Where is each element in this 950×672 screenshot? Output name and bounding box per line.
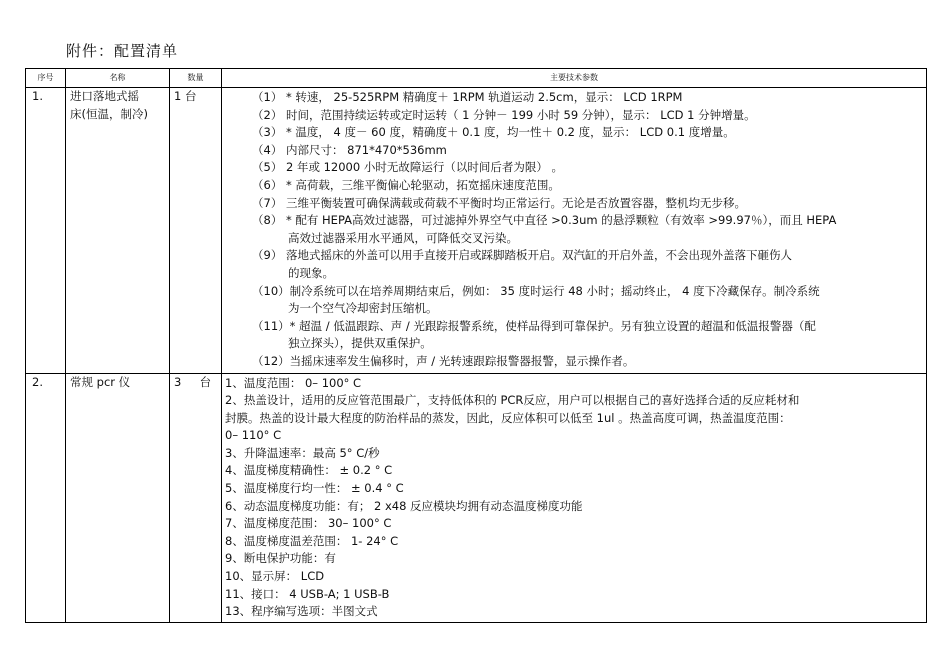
row-qty: 1 台 [170, 88, 222, 374]
row-name [66, 88, 170, 374]
config-table [25, 68, 927, 623]
spec-line: 高效过滤器采用水平通风，可降低交叉污染。 [288, 230, 518, 245]
spec-line: 11、接口： 4 USB-A; 1 USB-B [225, 586, 390, 601]
spec-line: 4、温度梯度精确性： ± 0.2 ° C [225, 463, 393, 478]
row-qty [170, 373, 222, 622]
spec-line: 为一个空气冷却密封压缩机。 [288, 301, 438, 316]
row-name [66, 373, 170, 622]
name-line: 床(恒温，制冷) [70, 106, 148, 121]
header-name: 名称 [66, 69, 170, 88]
spec-line: 3、升降温速率：最高 5° C/秒 [225, 445, 380, 460]
spec-line: （11）* 超温 / 低温跟踪、声 / 光跟踪报警系统，使样品得到可靠保护。另有独立设置的超温和低温报警器（配 [252, 318, 816, 333]
spec-line: （12）当摇床速率发生偏移时，声 / 光转速跟踪报警器报警，显示操作者。 [252, 353, 635, 368]
spec-line: （9） 落地式摇床的外盖可以用手直接开启或踩脚踏板开启。双汽缸的开启外盖，不会出现外盖落下砸伤人 [252, 248, 792, 263]
spec-line: 13、程序编写选项：半图文式 [225, 604, 378, 619]
row-spec [222, 88, 927, 374]
spec-line: 7、温度梯度范围： 30– 100° C [225, 516, 392, 531]
table-header-row [26, 69, 927, 88]
spec-line: 6、动态温度梯度功能：有； 2 x48 反应模块均拥有动态温度梯度功能 [225, 498, 583, 513]
spec-line: 封膜。热盖的设计最大程度的防治样品的蒸发，因此，反应体积可以低至 1ul 。热盖高度可调，热盖温度范围： [225, 410, 791, 425]
spec-line: 10、显示屏： LCD [225, 569, 325, 584]
spec-line: （10）制冷系统可以在培养周期结束后，例如： 35 度时运行 48 小时；摇动终止， 4 度下冷藏保存。制冷系统 [252, 283, 820, 298]
spec-line: （5） 2 年或 12000 小时无故障运行（以时间后者为限） 。 [252, 160, 563, 175]
header-qty: 数量 [170, 69, 222, 88]
spec-line: 1、温度范围： 0– 100° C [225, 375, 362, 390]
spec-line: （8） * 配有 HEPA高效过滤器，可过滤掉外界空气中直径 >0.3um 的悬浮颗粒（有效率 >99.97％），而且 HEPA [252, 213, 837, 228]
spec-line: 2、热盖设计，适用的反应管范围最广，支持低体积的 PCR反应，用户可以根据自己的喜好选择合适的反应耗材和 [225, 393, 800, 408]
table-row [26, 88, 927, 374]
row-spec [222, 373, 927, 622]
spec-line: （7） 三维平衡装置可确保满载或荷载不平衡时均正常运行。无论是否放置容器，整机均无步移。 [252, 195, 746, 210]
spec-line: （2） 时间，范围持续运转或定时运转（ 1 分钟－ 199 小时 59 分钟），显示： LCD 1 分钟增量。 [252, 107, 756, 122]
spec-line: （4） 内部尺寸： 871*470*536mm [252, 142, 447, 157]
spec-line: 的现象。 [288, 265, 334, 280]
spec-line: （6） * 高荷载，三维平衡偏心轮驱动，拓宽摇床速度范围。 [252, 177, 560, 192]
row-no: 1. [26, 88, 66, 374]
spec-line: 8、温度梯度温差范围： 1- 24° C [225, 533, 399, 548]
qty-text: 3 台 [174, 374, 212, 389]
spec-line: 9、断电保护功能：有 [225, 551, 336, 566]
header-spec: 主要技术参数 [222, 69, 927, 88]
name-line: 进口落地式摇 [70, 89, 139, 103]
spec-line: 5、温度梯度行均一性： ± 0.4 ° C [225, 481, 404, 496]
table-row [26, 373, 927, 622]
spec-line: 独立探头），提供双重保护。 [288, 336, 432, 351]
row-no: 2. [26, 373, 66, 622]
name-line: 常规 pcr 仪 [70, 374, 131, 389]
header-no: 序号 [26, 69, 66, 88]
page-title: 附件：配置清单 [66, 42, 179, 60]
spec-line: 0– 110° C [225, 428, 282, 443]
spec-line: （1） * 转速， 25-525RPM 精确度＋ 1RPM 轨道运动 2.5cm，显示： LCD 1RPM [252, 90, 683, 104]
spec-line: （3） * 温度， 4 度－ 60 度，精确度＋ 0.1 度，均一性＋ 0.2 度，显示： LCD 0.1 度增量。 [252, 125, 735, 140]
